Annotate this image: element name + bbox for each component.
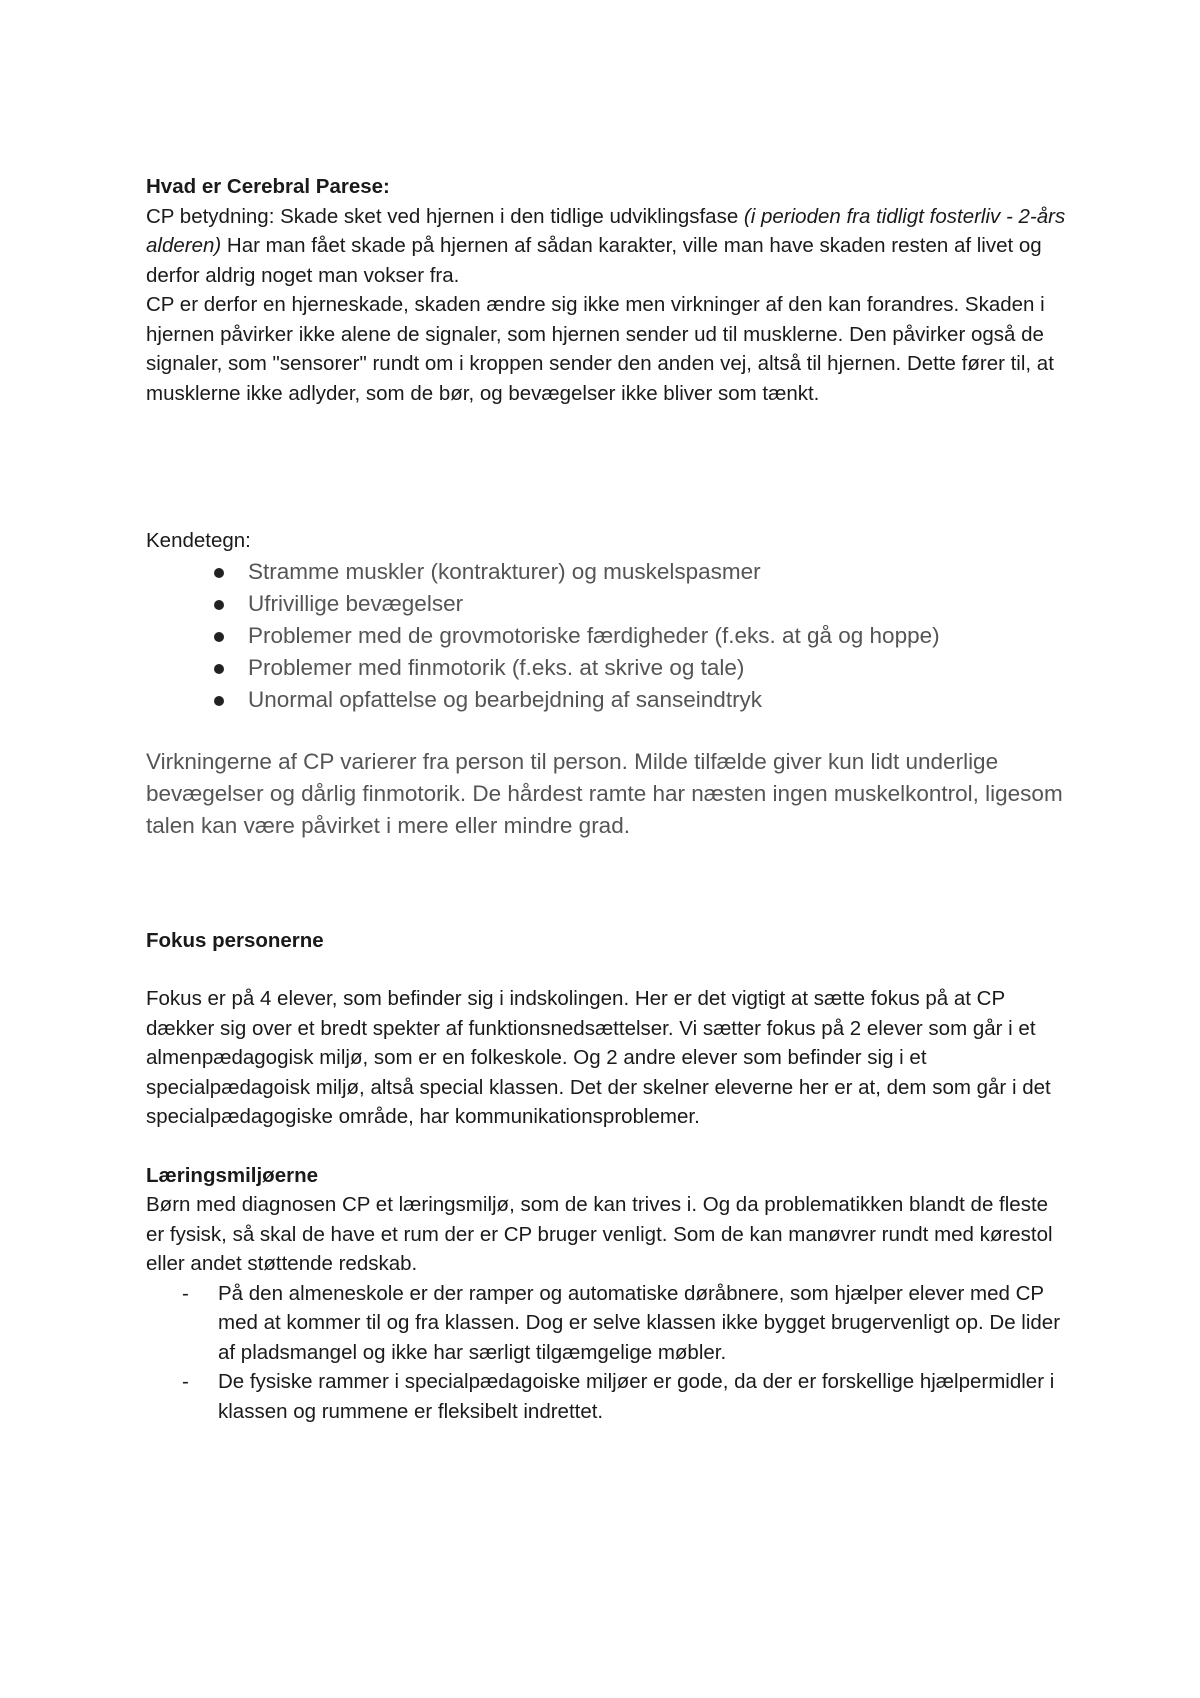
dash-marker: - (182, 1370, 189, 1393)
paragraph-virkninger: Virkningerne af CP varierer fra person til person. Milde tilfælde giver kun lidt underlige bevægelser og dårlig finmotorik. De hårdest ramte har næsten ingen muskelkontrol, ligesom talen kan være påvirket i mere eller mindre grad. (146, 748, 1063, 838)
spacer (146, 842, 1066, 926)
kendetegn-list (146, 556, 1066, 716)
label-kendetegn: Kendetegn: (146, 529, 251, 552)
section-heading-laeringsmiljoerne: Læringsmiljøerne (146, 1163, 319, 1187)
list-item-text: Ufrivillige bevægelser (248, 590, 464, 616)
list-item-text: Unormal opfattelse og bearbejdning af sanseindtryk (248, 686, 763, 712)
italic-text-run: (i perioden fra tidligt fosterliv - 2-års alderen) (146, 204, 1066, 257)
list-item (182, 1279, 1066, 1368)
paragraph-cp-betydning (146, 202, 1066, 291)
list-item (214, 652, 1066, 684)
spacer (146, 955, 1066, 984)
text-run: CP betydning: Skade sket ved hjernen i den tidlige udviklingsfase (146, 204, 744, 228)
dash-marker: - (182, 1281, 189, 1305)
bullet-icon (214, 696, 224, 706)
section-heading-fokus-personerne: Fokus personerne (146, 928, 324, 952)
document-page (146, 172, 1066, 1426)
list-item (182, 1367, 1066, 1426)
paragraph-hjerneskade: CP er derfor en hjerneskade, skaden ændre sig ikke men virkninger af den kan forandres. Skaden i hjernen påvirker ikke alene de signaler, som hjernen sender ud til musklerne. Den påvirker også de signaler, som "sensorer" rundt om i kroppen sender den anden vej, altså til hjernen. Dette fører til, at musklerne ikke adlyder, som de bør, og bevægelser ikke bliver som tænkt. (146, 293, 1054, 405)
paragraph-laeringsmiljo: Børn med diagnosen CP et læringsmiljø, som de kan trives i. Og da problematikken blandt de fleste er fysisk, så skal de have et rum der er CP bruger venligt. Som de kan manøvrer rundt med kørestol eller andet støttende redskab. (146, 1193, 1053, 1275)
bullet-icon (214, 600, 224, 610)
spacer (146, 1132, 1066, 1161)
list-item-text: Problemer med finmotorik (f.eks. at skrive og tale) (248, 654, 745, 680)
spacer (146, 716, 1066, 746)
paragraph-fokus: Fokus er på 4 elever, som befinder sig i indskolingen. Her er det vigtigt at sætte fokus på at CP dækker sig over et bredt spekter af funktionsnedsættelser. Vi sætter fokus på 2 elever som går i et almenpædagogisk miljø, som er en folkeskole. Og 2 andre elever som befinder sig i et specialpædagoisk miljø, altså special klassen. Det der skelner eleverne her er at, dem som går i det specialpædagogiske område, har kommunikationsproblemer. (146, 987, 1051, 1128)
bullet-icon (214, 568, 224, 578)
section-heading-cerebral-parese: Hvad er Cerebral Parese: (146, 175, 390, 198)
text-run: Har man fået skade på hjernen af sådan karakter, ville man have skaden resten af livet og derfor aldrig noget man vokser fra. (146, 234, 1042, 287)
list-item (214, 556, 1066, 588)
laeringsmiljo-list (146, 1279, 1066, 1427)
spacer (146, 408, 1066, 526)
list-item (214, 588, 1066, 620)
list-item (214, 684, 1066, 716)
bullet-icon (214, 664, 224, 674)
list-item-text: De fysiske rammer i specialpædagoiske miljøer er gode, da der er forskellige hjælpermidler i klassen og rummene er fleksibelt indrettet. (218, 1370, 1055, 1423)
list-item (214, 620, 1066, 652)
list-item-text: Problemer med de grovmotoriske færdigheder (f.eks. at gå og hoppe) (248, 622, 940, 648)
list-item-text: Stramme muskler (kontrakturer) og muskelspasmer (248, 558, 761, 584)
bullet-icon (214, 632, 224, 642)
list-item-text: På den almeneskole er der ramper og automatiske døråbnere, som hjælper elever med CP med at kommer til og fra klassen. Dog er selve klassen ikke bygget brugervenligt op. De lider af pladsmangel og ikke har særligt tilgæmgelige møbler. (218, 1281, 1061, 1364)
